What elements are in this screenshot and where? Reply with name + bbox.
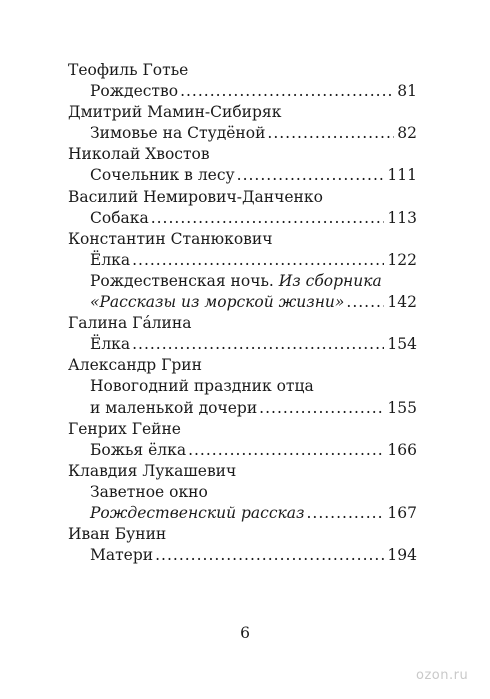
toc-entry-page: 122 [387, 250, 417, 269]
dot-leader [155, 545, 384, 566]
toc-entry-title: Матери [90, 546, 154, 565]
dot-leader [132, 250, 384, 271]
toc-entry-page: 113 [387, 208, 417, 227]
toc-entry-page: 111 [387, 166, 417, 185]
toc-entry-page: 155 [387, 398, 417, 417]
toc-entry-title: Божья ёлка [90, 440, 187, 459]
toc-entry-title: «Рассказы из морской жизни» [90, 293, 345, 312]
dot-leader [151, 208, 385, 229]
toc-title-line [68, 271, 417, 292]
dot-leader [306, 503, 384, 524]
toc-title-line: Заветное окно [90, 482, 208, 501]
toc-entry-page: 154 [387, 335, 417, 354]
toc-entry [68, 398, 417, 419]
toc-entry [68, 208, 417, 229]
toc-entry [68, 165, 417, 186]
dot-leader [132, 334, 384, 355]
toc-entry-page: 166 [387, 440, 417, 459]
dot-leader [188, 440, 384, 461]
page-number: 6 [240, 624, 250, 642]
toc-entry [68, 440, 417, 461]
toc-author: Василий Немирович-Данченко [68, 187, 323, 206]
toc-entry [68, 545, 417, 566]
toc-title-line: Новогодний праздник отца [90, 377, 314, 396]
toc-entry [68, 292, 417, 313]
toc-entry [68, 123, 417, 144]
toc-author: Теофиль Готье [68, 61, 189, 79]
dot-leader [346, 292, 384, 313]
dot-leader [237, 165, 385, 186]
toc-entry [68, 250, 417, 271]
toc-entry-title: Рождественский рассказ [90, 503, 305, 522]
toc-entry [68, 503, 417, 524]
toc-entry-page: 142 [387, 293, 417, 312]
toc-entry-title: Ёлка [90, 335, 131, 354]
toc-entry-page: 167 [387, 503, 417, 522]
toc-author: Клавдия Лукашевич [68, 461, 237, 480]
toc-author: Константин Станюкович [68, 229, 273, 248]
toc-entry [68, 81, 417, 102]
table-of-contents [68, 60, 417, 566]
toc-author: Галина Га́лина [68, 314, 192, 333]
toc-entry-title: Зимовье на Студёной [90, 124, 266, 143]
toc-author: Николай Хвостов [68, 145, 210, 164]
toc-author: Иван Бунин [68, 525, 167, 544]
toc-entry-page: 82 [397, 124, 417, 143]
dot-leader [267, 123, 394, 144]
toc-title-italic: Из сборника [278, 271, 382, 290]
toc-entry-title: Ёлка [90, 250, 131, 269]
toc-entry-title: Рождество [90, 82, 179, 101]
toc-entry [68, 334, 417, 355]
dot-leader [180, 81, 394, 102]
toc-entry-page: 81 [397, 82, 417, 101]
watermark: ozon.ru [416, 668, 469, 683]
toc-author: Дмитрий Мамин-Сибиряк [68, 103, 282, 122]
toc-entry-page: 194 [387, 546, 417, 565]
toc-entry-title: Сочельник в лесу [90, 166, 235, 185]
toc-title-text: Рождественская ночь. [90, 271, 274, 290]
toc-entry-title: Собака [90, 208, 149, 227]
toc-entry-title: и маленькой дочери [90, 398, 258, 417]
dot-leader [259, 398, 384, 419]
toc-author: Генрих Гейне [68, 419, 181, 438]
toc-author: Александр Грин [68, 356, 202, 375]
